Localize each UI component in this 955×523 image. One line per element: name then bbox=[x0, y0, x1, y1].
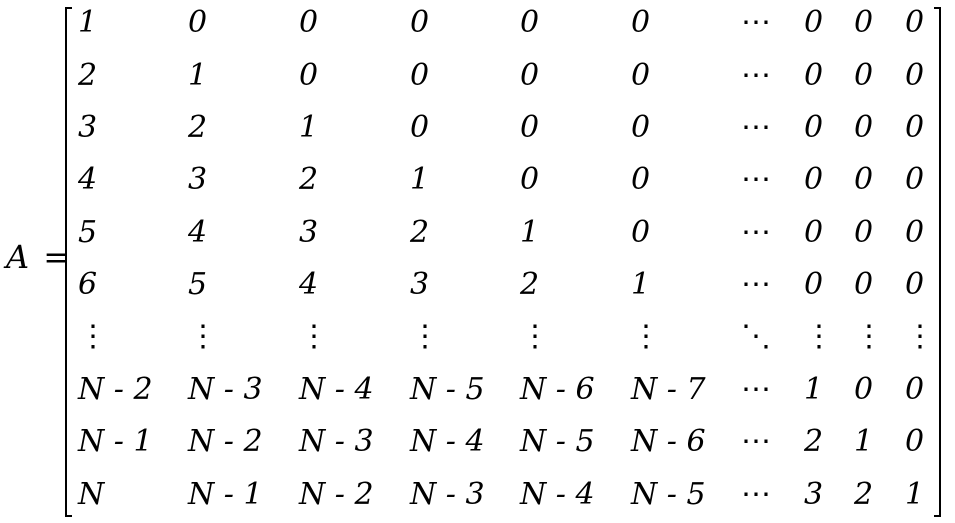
matrix-cell: 1 bbox=[905, 477, 925, 512]
matrix-cell: ⋮ bbox=[78, 319, 108, 354]
matrix-cell: 0 bbox=[410, 5, 430, 40]
matrix-cell: ⋮ bbox=[410, 319, 440, 354]
matrix-cell: 2 bbox=[188, 110, 208, 145]
matrix-cell: N bbox=[78, 477, 105, 512]
matrix-cell: 0 bbox=[905, 58, 925, 93]
matrix-cell: 0 bbox=[804, 267, 824, 302]
matrix-cell: N - 1 bbox=[78, 424, 153, 459]
matrix-cell: 0 bbox=[854, 5, 874, 40]
matrix-cell: 0 bbox=[804, 58, 824, 93]
matrix-cell: 0 bbox=[804, 5, 824, 40]
matrix-cell: 0 bbox=[631, 215, 651, 250]
matrix-cell: ⋮ bbox=[905, 319, 935, 354]
matrix-cell: ⋮ bbox=[188, 319, 218, 354]
matrix-cell: ⋮ bbox=[520, 319, 550, 354]
matrix-cell: 0 bbox=[410, 110, 430, 145]
matrix-cell: 1 bbox=[631, 267, 651, 302]
matrix-cell: N - 5 bbox=[410, 372, 485, 407]
matrix-cell: 0 bbox=[854, 58, 874, 93]
matrix-cell: 0 bbox=[520, 58, 540, 93]
matrix-cell: 1 bbox=[410, 162, 430, 197]
matrix-cell: ⋱ bbox=[741, 319, 771, 354]
matrix-cell: 0 bbox=[854, 162, 874, 197]
matrix-cell: ⋯ bbox=[741, 477, 771, 512]
matrix-cell: ⋯ bbox=[741, 110, 771, 145]
matrix-cell: N - 3 bbox=[188, 372, 263, 407]
matrix-cell: N - 7 bbox=[631, 372, 706, 407]
matrix-cell: 0 bbox=[804, 215, 824, 250]
matrix-cell: ⋯ bbox=[741, 5, 771, 40]
matrix-cell: ⋮ bbox=[631, 319, 661, 354]
matrix-cell: 2 bbox=[520, 267, 540, 302]
matrix-cell: 2 bbox=[78, 58, 98, 93]
matrix-cell: ⋮ bbox=[854, 319, 884, 354]
matrix-cell: 1 bbox=[854, 424, 874, 459]
matrix-cell: 1 bbox=[299, 110, 319, 145]
matrix-cell: 0 bbox=[631, 58, 651, 93]
matrix-cell: N - 5 bbox=[631, 477, 706, 512]
matrix-cell: 2 bbox=[854, 477, 874, 512]
matrix-cell: N - 1 bbox=[188, 477, 263, 512]
matrix-variable: A bbox=[6, 238, 30, 276]
matrix-cell: 1 bbox=[78, 5, 98, 40]
matrix-cell: N - 4 bbox=[299, 372, 374, 407]
matrix-cell: 0 bbox=[520, 5, 540, 40]
matrix-cell: 0 bbox=[188, 5, 208, 40]
matrix-cell: 2 bbox=[299, 162, 319, 197]
matrix-cell: 5 bbox=[78, 215, 98, 250]
matrix-cell: N - 5 bbox=[520, 424, 595, 459]
matrix-cell: 0 bbox=[854, 372, 874, 407]
matrix-cell: 4 bbox=[188, 215, 208, 250]
matrix-cell: 0 bbox=[520, 110, 540, 145]
matrix-cell: N - 2 bbox=[188, 424, 263, 459]
matrix-cell: 1 bbox=[520, 215, 540, 250]
matrix-cell: 3 bbox=[410, 267, 430, 302]
matrix-cell: 0 bbox=[854, 267, 874, 302]
matrix-cell: 0 bbox=[905, 424, 925, 459]
matrix-cell: 0 bbox=[299, 58, 319, 93]
matrix-cell: 3 bbox=[299, 215, 319, 250]
matrix-cell: 0 bbox=[905, 162, 925, 197]
matrix-cell: 3 bbox=[804, 477, 824, 512]
matrix-cell: 6 bbox=[78, 267, 98, 302]
matrix-cell: 4 bbox=[78, 162, 98, 197]
matrix-cell: ⋯ bbox=[741, 267, 771, 302]
matrix-cell: 0 bbox=[854, 110, 874, 145]
matrix-cell: 0 bbox=[631, 162, 651, 197]
matrix-cell: 0 bbox=[631, 110, 651, 145]
matrix-cell: 1 bbox=[188, 58, 208, 93]
matrix-cell: 0 bbox=[631, 5, 651, 40]
equals-sign: = bbox=[43, 238, 71, 276]
matrix-cell: N - 6 bbox=[520, 372, 595, 407]
matrix-cell: N - 4 bbox=[410, 424, 485, 459]
matrix-cell: ⋯ bbox=[741, 372, 771, 407]
matrix-cell: N - 6 bbox=[631, 424, 706, 459]
matrix-cell: 0 bbox=[905, 5, 925, 40]
matrix-cell: 0 bbox=[905, 267, 925, 302]
matrix-cell: N - 4 bbox=[520, 477, 595, 512]
matrix-cell: N - 2 bbox=[299, 477, 374, 512]
matrix-cell: ⋮ bbox=[299, 319, 329, 354]
matrix-cell: 0 bbox=[804, 162, 824, 197]
matrix-cell: ⋯ bbox=[741, 162, 771, 197]
matrix-cell: 0 bbox=[410, 58, 430, 93]
matrix-cell: 0 bbox=[905, 215, 925, 250]
matrix-cell: N - 2 bbox=[78, 372, 153, 407]
matrix-cell: 0 bbox=[854, 215, 874, 250]
matrix-cell: 5 bbox=[188, 267, 208, 302]
matrix-cell: ⋯ bbox=[741, 58, 771, 93]
matrix-cell: N - 3 bbox=[299, 424, 374, 459]
matrix-cell: 4 bbox=[299, 267, 319, 302]
matrix-cell: 3 bbox=[188, 162, 208, 197]
matrix-cell: ⋯ bbox=[741, 424, 771, 459]
matrix-cell: 0 bbox=[520, 162, 540, 197]
matrix-cell: 3 bbox=[78, 110, 98, 145]
matrix-cell: 1 bbox=[804, 372, 824, 407]
matrix-cell: 2 bbox=[804, 424, 824, 459]
matrix-cell: 0 bbox=[804, 110, 824, 145]
matrix-cell: 0 bbox=[905, 372, 925, 407]
matrix-cell: ⋮ bbox=[804, 319, 834, 354]
matrix-cell: ⋯ bbox=[741, 215, 771, 250]
matrix-cell: 0 bbox=[905, 110, 925, 145]
matrix-cell: 0 bbox=[299, 5, 319, 40]
matrix-cell: N - 3 bbox=[410, 477, 485, 512]
matrix-cell: 2 bbox=[410, 215, 430, 250]
